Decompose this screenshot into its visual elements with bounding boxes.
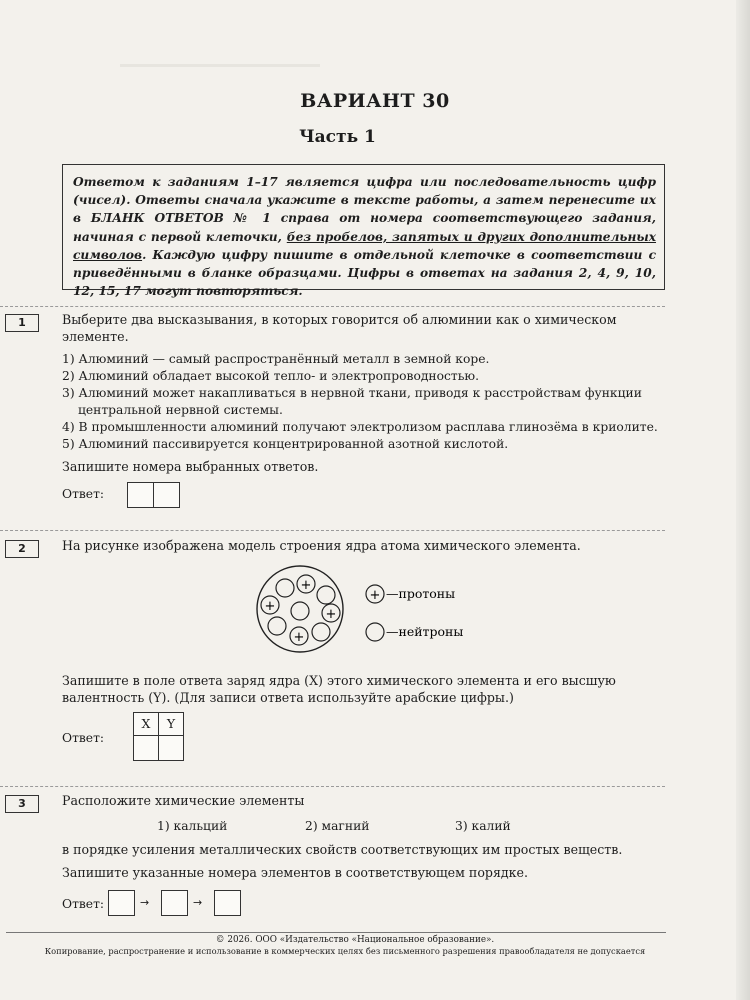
task3-instruction: Запишите указанные номера элементов в соответствующем порядке.	[62, 865, 528, 880]
task-number-1: 1	[5, 314, 39, 332]
neutron	[317, 586, 335, 604]
task-divider	[0, 530, 665, 531]
neutron	[291, 602, 309, 620]
instructions-text-2: . Каждую цифру пишите в отдельной клеточке в соответствии с приведёнными в бланке образцами. Цифры в ответах на задания 2, 4, 9, 10, 12, 15, 17 могут повторяться.	[73, 247, 656, 299]
footer-copyright: © 2026. ООО «Издательство «Национальное образование».	[215, 935, 495, 945]
instructions-underlined: без пробелов, запятых и других дополнительных символов	[73, 229, 657, 262]
task-divider	[0, 786, 665, 787]
task-divider	[0, 306, 665, 307]
task-number-3: 3	[5, 795, 39, 813]
neutron	[312, 623, 330, 641]
task1-answer-label: Ответ:	[62, 487, 105, 501]
task3-answer-label: Ответ:	[62, 897, 105, 911]
task1-answer-cell-2[interactable]	[153, 482, 180, 508]
page-edge	[736, 0, 750, 1000]
proton-plus: +	[325, 607, 337, 622]
legend-proton-plus: +	[369, 588, 381, 603]
task3-element-2: 2) магний	[305, 819, 370, 833]
task3-element-1: 1) кальций	[157, 819, 228, 833]
footer-notice: Копирование, распространение и использование в коммерческих целях без письменного разрешения правообладателя не допускается	[44, 946, 646, 956]
nucleus-model-diagram	[250, 562, 470, 662]
task2-answer-cell-y[interactable]	[158, 735, 184, 761]
task2-label-y: Y	[166, 716, 176, 731]
task1-option-1: 1) Алюминий — самый распространённый металл в земной коре.	[62, 352, 490, 366]
task1-option-4: 4) В промышленности алюминий получают электролизом расплава глинозёма в криолите.	[62, 420, 658, 434]
neutron	[268, 617, 286, 635]
task3-answer-cell-1[interactable]	[108, 890, 135, 916]
legend-neutrons-label: —нейтроны	[386, 624, 464, 639]
legend-protons-label: —протоны	[386, 586, 456, 601]
task-number-2: 2	[5, 540, 39, 558]
task1-option-3-continued: центральной нервной системы.	[78, 403, 283, 417]
task2-answer-label: Ответ:	[62, 731, 105, 745]
arrow-icon: →	[140, 896, 150, 909]
task3-question: Расположите химические элементы	[62, 793, 305, 808]
task1-option-3: 3) Алюминий может накапливаться в нервной ткани, приводя к расстройствам функции	[62, 386, 642, 400]
task3-answer-cell-2[interactable]	[161, 890, 188, 916]
proton-plus: +	[300, 578, 312, 593]
task2-instruction: Запишите в поле ответа заряд ядра (X) этого химического элемента и его высшую валентность (Y). (Для записи ответа используйте арабские цифры.)	[62, 673, 616, 705]
legend-neutron-icon	[366, 623, 384, 641]
bleed-through-mark	[120, 64, 320, 67]
task1-instruction: Запишите номера выбранных ответов.	[62, 459, 319, 474]
footer-rule	[6, 932, 666, 933]
proton-plus: +	[264, 599, 276, 614]
instructions-box	[62, 164, 665, 299]
task2-label-x: X	[141, 716, 151, 731]
task1-question: Выберите два высказывания, в которых говорится об алюминии как о химическом элементе.	[62, 312, 617, 344]
task3-answer-cell-3[interactable]	[214, 890, 241, 916]
instructions-text-1: Ответом к заданиям 1–17 является цифра или последовательность цифр (чисел). Ответы сначала укажите в тексте работы, а затем перенесите их в БЛАНК ОТВЕТОВ № 1 справа от номера соответствующего задания, начиная с первой клеточки,	[73, 175, 656, 244]
part-title: Часть 1	[299, 127, 376, 147]
task3-element-3: 3) калий	[455, 819, 511, 833]
variant-title: ВАРИАНТ 30	[300, 90, 450, 112]
task1-option-5: 5) Алюминий пассивируется концентрированной азотной кислотой.	[62, 437, 509, 451]
proton-plus: +	[293, 630, 305, 645]
neutron	[276, 579, 294, 597]
task2-question: На рисунке изображена модель строения ядра атома химического элемента.	[62, 538, 581, 553]
task1-answer-cell-1[interactable]	[127, 482, 154, 508]
arrow-icon: →	[193, 896, 203, 909]
task3-condition: в порядке усиления металлических свойств соответствующих им простых веществ.	[62, 842, 623, 857]
task1-option-2: 2) Алюминий обладает высокой тепло- и электропроводностью.	[62, 369, 480, 383]
task2-answer-cell-x[interactable]	[133, 735, 159, 761]
